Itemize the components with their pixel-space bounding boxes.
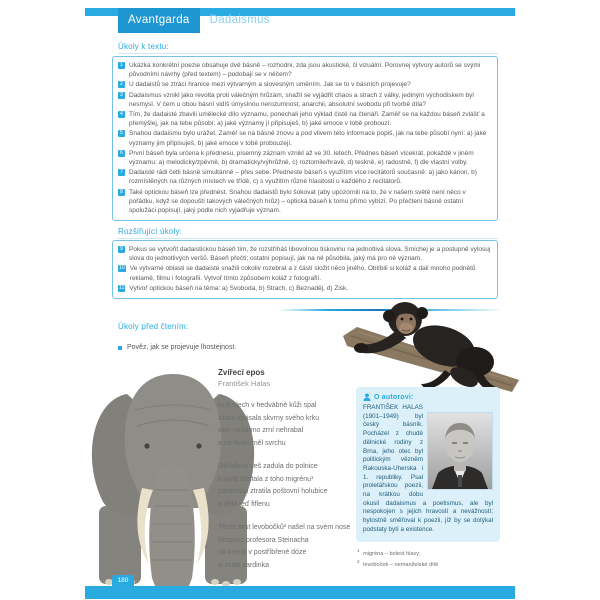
footnote [357, 547, 438, 558]
about-author-heading: O autorovi: [374, 393, 414, 401]
poem-stanza [218, 400, 356, 450]
footnote-number: 1 [357, 548, 360, 553]
task-text: Vytvoř optickou báseň na téma: a) Svoboda, b) Strach, c) Beznaděj, d) Zisk. [129, 284, 349, 292]
task-number-badge: 3 [118, 92, 125, 99]
task-text: Snahou dadaismu bylo urážet. Zaměř se na básně znovu a pod vlivem této informace popiš, jak na tebe působí nyní: a) jaké významy jim připisuješ, b) jaké emoce v tobě probouzejí. [129, 130, 487, 147]
poem-author: František Halas [218, 379, 271, 388]
before-reading-item [118, 344, 236, 351]
task-text: Také optickou báseň lze přednést. Snahou dadaistů bylo šokovat (aby upozornili na to, že v našem světě není něco v pořádku, když se dopouští takových válečných hrůz) – optická báseň k tomu přímo vybízí. Po přečtení básně ostatní spolužáci popisují, jaký podle nich vyjadřuje význam. [129, 188, 466, 215]
section-heading-tasks-ext: Rozšiřující úkoly: [118, 227, 498, 239]
task-item [118, 188, 492, 216]
footnotes [357, 547, 438, 569]
task-number-badge: 1 [118, 62, 125, 69]
task-item [118, 129, 492, 147]
about-author-text: FRANTIŠEK HALAS (1901–1949) byl český básník. Pocházel z chudé dělnické rodiny z Brna, jeho otec byl politickým vězněm Rakouska-Uherska i 1. republiky. Psal proletářskou poezii, na krátkou dobu okusil dadaismus a poetismus, ale byl nespokojen s jejich hravostí a nevážností; bytostně směřoval k poezii, jíž by se dotýkal podstaty bytí a existence. [363, 404, 493, 533]
chapter-header [118, 8, 280, 33]
section-heading-tasks-text: Úkoly k textu: [118, 42, 498, 54]
bottom-accent-bar [85, 586, 515, 599]
poem-line: na klenot v postříbřené dóze [218, 549, 307, 556]
footnote-text: migréna – bolest hlavy; [363, 550, 421, 557]
task-item [118, 168, 492, 186]
about-author-heading-row [363, 393, 493, 401]
square-bullet-icon [118, 346, 122, 350]
poem-line: šimpanz profesora Steinacha [218, 536, 309, 544]
about-author-text-block [363, 404, 493, 535]
about-author-box [356, 387, 500, 542]
chapter-topic: Dadaismus [209, 14, 270, 26]
task-text: Tím, že dadaisté zbavili umělecké dílo významu, ponechali jeho výklad čistě na čtenáři. Zaměř se na každou báseň zvlášť a přemýšlej, jak na tebe působí: a) jaké významy jí připisuješ, b) jaké emoce v tobě probouzí. [129, 111, 485, 128]
footnote-text: levoboček – nemanželské dítě [363, 561, 439, 568]
task-text: První báseň byla určena k přednesu, písemný záznam vznikl až ve 30. letech. Přednes báseň vícekrát, pokaždé v jiném významu: a) melodicky/zpěvně, b) dramaticky/výhrůžně, c) roztomile/hravě, d) teskně, e) radostně, f) dle vlastní volby. [129, 149, 474, 167]
footnote [357, 558, 438, 569]
task-number-badge: 8 [118, 189, 125, 196]
poem-line: panenství ztratila poštovní holubice [218, 488, 328, 495]
poem-line: Okřídlená veš zadula do polnice [218, 463, 318, 470]
poem-line: Třicet šest levobočků² našel na svém nose [218, 524, 351, 531]
task-text: Ve výtvarné oblasti se dadaisté snažili cokoliv rozebrat a z částí složit něco jiného. Oblíbili si koláž a dali mnoho podnětů reklamě, filmu i fotografii. Vytvoř tímto způsobem koláž z fotografií. [129, 265, 476, 282]
poem-line: slon nadarmo zrní nehrabal [218, 427, 304, 434]
poem-line: kobyla dostala z toho migrénu¹ [218, 475, 314, 483]
task-item [118, 264, 492, 282]
task-number-badge: 4 [118, 111, 125, 118]
task-item [118, 284, 492, 293]
person-icon [363, 393, 371, 401]
poem [218, 368, 356, 583]
task-text: U dadaistů se ztrácí hranice mezi výtvarným a slovesným uměním. Jak se to v básních projevuje? [129, 81, 411, 89]
chimpanzee-on-branch-photo [333, 296, 520, 392]
task-item [118, 245, 492, 263]
task-item [118, 149, 492, 167]
task-number-badge: 7 [118, 169, 125, 176]
footnote-number: 2 [357, 558, 360, 564]
page-number-tab: 180 [112, 575, 134, 586]
task-item [118, 80, 492, 89]
task-number-badge: 5 [118, 130, 125, 137]
task-number-badge: 2 [118, 81, 125, 88]
poem-title: Zvířecí epos [218, 368, 265, 377]
task-text: Dadaisté rádi četli básně simultánně – přes sebe. Předneste báseň s využitím více recitátorů současně: a) jako kánon, b) rozmístěných na různých místech ve třídě, c) s využitím různé hlasitosti u každého z recitátorů. [129, 169, 477, 186]
task-item [118, 91, 492, 109]
section-heading-tasks-before: Úkoly před čtením: [118, 322, 189, 331]
task-text: Dadaismus vznikl jako revolta proti válečným hrůzám, snažil se vyjádřit chaos a strach z války, jediným východiskem byl nesmysl. V čem u obou básní vidíš úmyslnou nerozumnost, anarchii, absolutní svobodu při tvorbě díla? [129, 91, 474, 108]
task-text: Ukázka konkrétní poezie obsahuje dvě básně – rozhodni, zda jsou akustické, či vizuální. Porovnej výtvory autorů se svými původními návrhy (před textem) – podobají se v něčem? [129, 62, 481, 79]
task-item [118, 110, 492, 128]
before-reading-text: Pověz, jak se projevuje lhostejnost. [127, 344, 237, 351]
poem-line: a na lásku měl svrchu [218, 439, 286, 447]
poem-line: žirafa spásala skvrny svého krku [218, 414, 320, 422]
task-item [118, 61, 492, 79]
task-number-badge: 6 [118, 150, 125, 157]
tasks-ext-box [112, 240, 498, 299]
poem-stanza [218, 522, 356, 572]
tasks-text-box [112, 56, 498, 221]
task-number-badge: 11 [119, 284, 125, 291]
frantisek-halas-portrait-photo [427, 412, 493, 490]
poem-line: a dělá teď fiflenu [218, 500, 270, 508]
task-number-badge: 10 [119, 265, 125, 272]
task-text: Pokus se vytvořit dadaistickou báseň tím, že rozstříháš libovolnou tiskovinu na jednotlivá slova. Smíchej je a postupně vylosuj slova do jednotlivých veršů. Báseň přečti; ostatní popisují, jak na ně působila, jaký má pro ně význam. [129, 246, 491, 263]
task-number-badge: 9 [118, 246, 125, 253]
chapter-category: Avantgarda [118, 8, 200, 33]
poem-line: si hrála sardinka [218, 561, 269, 569]
poem-stanza [218, 461, 356, 511]
poem-line: Král blech v hedvábné kůži spal [218, 402, 317, 409]
